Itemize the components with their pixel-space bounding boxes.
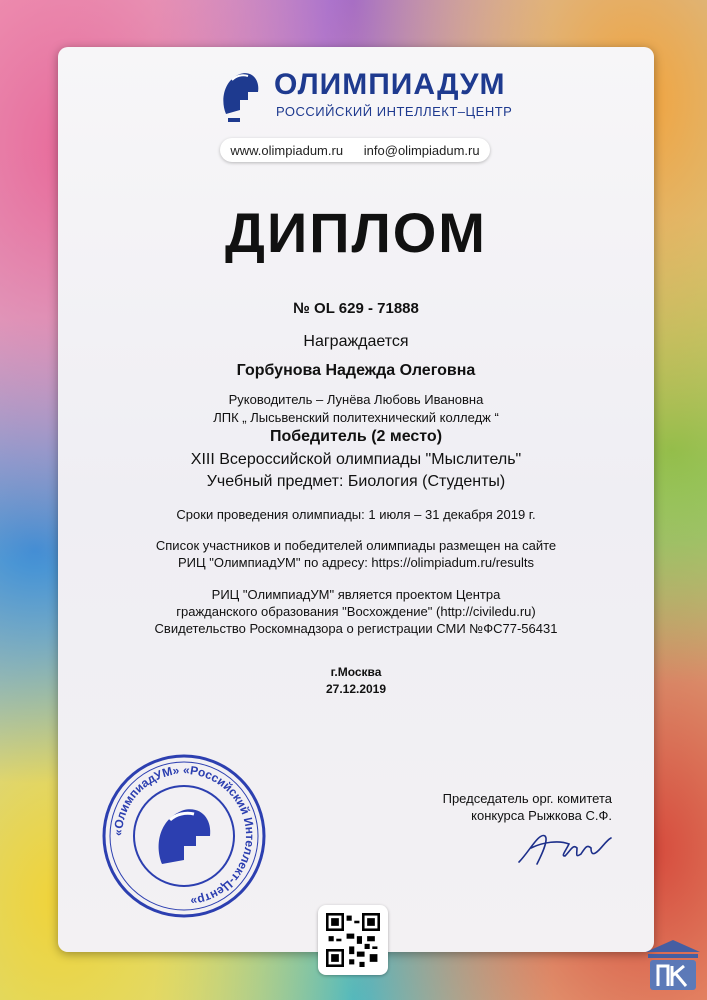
brand-logo — [218, 66, 513, 126]
ric-line-3: Свидетельство Роскомнадзора о регистрации СМИ №ФС77-56431 — [154, 621, 558, 636]
recipient-name: Горбунова Надежда Олеговна — [236, 362, 476, 379]
stamp-helmet-icon — [159, 809, 211, 864]
ric-line-2: гражданского образования "Восхождение" (http://civiledu.ru) — [176, 604, 536, 619]
place-line: Победитель (2 место) — [269, 428, 443, 445]
diploma-title: ДИПЛОМ — [225, 201, 487, 264]
contact-bar — [220, 138, 490, 162]
email-link[interactable]: info@olimpiadum.ru — [363, 142, 480, 158]
corner-pk-logo — [644, 938, 702, 994]
subject-line: Учебный предмет: Биология (Студенты) — [206, 473, 506, 490]
signatory-line-2: конкурса Рыжкова С.Ф. — [471, 808, 612, 823]
stamp-text: «ОлимпиадУМ» «Российский Интеллект-Центр» — [110, 762, 258, 909]
website-link[interactable]: www.olimpiadum.ru — [230, 142, 344, 158]
awarded-label: Награждается — [303, 333, 409, 350]
qr-icon — [326, 913, 380, 967]
brand-subtitle: РОССИЙСКИЙ ИНТЕЛЛЕКТ–ЦЕНТР — [276, 104, 513, 119]
olympiad-line: XIII Всероссийской олимпиады "Мыслитель" — [190, 451, 522, 468]
issue-date: 27.12.2019 — [325, 682, 387, 696]
ric-line-1: РИЦ "ОлимпиадУМ" является проектом Центра — [211, 587, 501, 602]
signatory-block — [420, 790, 612, 824]
helmet-icon — [218, 66, 262, 126]
city-label: г.Москва — [330, 665, 382, 679]
supervisor-line: Руководитель – Лунёва Любовь Ивановна — [228, 392, 484, 407]
diploma-number: № OL 629 - 71888 — [293, 300, 419, 317]
results-line-1: Список участников и победителей олимпиады размещен на сайте — [155, 538, 557, 553]
institution-line: ЛПК „ Лысьвенский политехнический колледж “ — [213, 410, 499, 425]
qr-code[interactable] — [318, 905, 388, 975]
results-line-2: РИЦ "ОлимпиадУМ" по адресу: https://olimpiadum.ru/results — [178, 555, 534, 570]
brand-title: ОЛИМПИАДУМ — [274, 68, 506, 101]
handwritten-signature — [515, 822, 615, 872]
signatory-line-1: Председатель орг. комитета — [442, 791, 612, 806]
official-stamp — [100, 752, 268, 920]
dates-line: Сроки проведения олимпиады: 1 июля – 31 декабря 2019 г. — [176, 507, 536, 522]
